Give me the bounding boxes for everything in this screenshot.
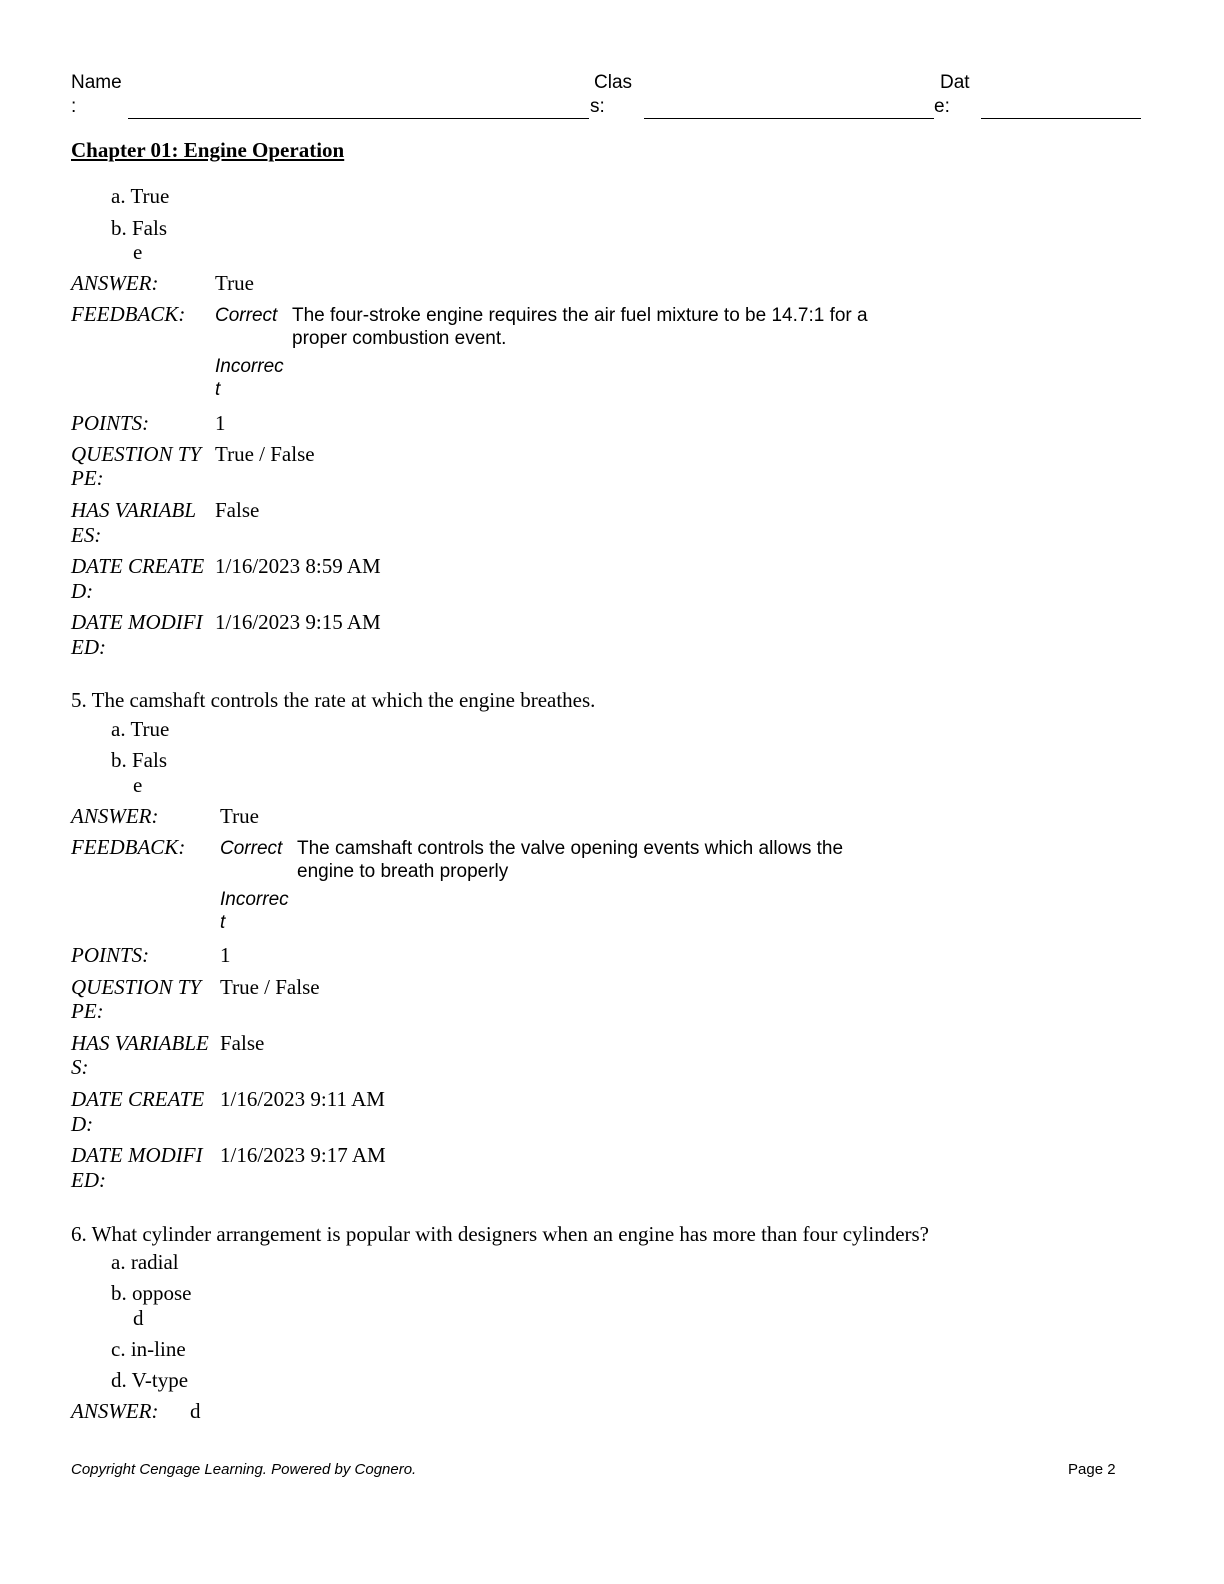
has-variables-label-wrap: S: bbox=[71, 1055, 89, 1079]
chapter-title: Chapter 01: Engine Operation bbox=[71, 138, 345, 162]
has-variables-label-wrap: ES: bbox=[71, 523, 102, 547]
date-modified-label-wrap: ED: bbox=[71, 635, 106, 659]
feedback-correct-label: Correct bbox=[215, 305, 278, 326]
date-label: Dat bbox=[940, 72, 970, 93]
option-b-wrap: e bbox=[133, 773, 143, 797]
option-b-wrap: e bbox=[133, 240, 143, 264]
class-label: Clas bbox=[594, 72, 633, 93]
class-field-line[interactable] bbox=[644, 118, 934, 119]
question-text: 5. The camshaft controls the rate at which the engine breathes. bbox=[71, 688, 596, 712]
option-a[interactable]: a. True bbox=[111, 717, 170, 741]
option-b[interactable]: b. Fals bbox=[111, 216, 168, 240]
date-modified-label-wrap: ED: bbox=[71, 1168, 106, 1192]
question-type-value: True / False bbox=[220, 975, 320, 999]
question-type-label: QUESTION TY bbox=[71, 975, 202, 999]
feedback-label: FEEDBACK: bbox=[71, 835, 186, 859]
date-created-value: 1/16/2023 9:11 AM bbox=[220, 1087, 385, 1111]
has-variables-label: HAS VARIABL bbox=[71, 498, 196, 522]
answer-label: ANSWER: bbox=[71, 804, 159, 828]
date-label-colon: e: bbox=[934, 96, 950, 117]
answer-value: d bbox=[190, 1399, 201, 1423]
answer-label: ANSWER: bbox=[71, 271, 159, 295]
date-modified-value: 1/16/2023 9:15 AM bbox=[215, 610, 381, 634]
date-created-label: DATE CREATE bbox=[71, 1087, 205, 1111]
class-label-colon: s: bbox=[590, 96, 605, 117]
date-created-value: 1/16/2023 8:59 AM bbox=[215, 554, 381, 578]
answer-label: ANSWER: bbox=[71, 1399, 159, 1423]
option-c[interactable]: c. in-line bbox=[111, 1337, 186, 1361]
footer-page-number: Page 2 bbox=[1068, 1461, 1116, 1478]
date-modified-label: DATE MODIFI bbox=[71, 1143, 203, 1167]
option-b[interactable]: b. oppose bbox=[111, 1281, 192, 1305]
name-label: Name bbox=[71, 72, 122, 93]
points-value: 1 bbox=[215, 411, 226, 435]
date-created-label-wrap: D: bbox=[71, 579, 94, 603]
date-created-label: DATE CREATE bbox=[71, 554, 205, 578]
answer-value: True bbox=[215, 271, 254, 295]
option-b-wrap: d bbox=[133, 1306, 144, 1330]
feedback-correct-text: The four-stroke engine requires the air fuel mixture to be 14.7:1 for a bbox=[292, 305, 868, 326]
name-label-colon: : bbox=[71, 96, 77, 117]
feedback-label: FEEDBACK: bbox=[71, 302, 186, 326]
feedback-incorrect-label-wrap: t bbox=[220, 912, 226, 933]
option-b[interactable]: b. Fals bbox=[111, 748, 168, 772]
feedback-incorrect-label: Incorrec bbox=[220, 889, 289, 910]
date-field-line[interactable] bbox=[981, 118, 1141, 119]
option-a[interactable]: a. radial bbox=[111, 1250, 179, 1274]
points-label: POINTS: bbox=[71, 411, 150, 435]
feedback-incorrect-label-wrap: t bbox=[215, 379, 221, 400]
feedback-correct-label: Correct bbox=[220, 838, 283, 859]
name-field-line[interactable] bbox=[128, 118, 589, 119]
footer-copyright: Copyright Cengage Learning. Powered by Cognero. bbox=[71, 1461, 417, 1478]
points-label: POINTS: bbox=[71, 943, 150, 967]
feedback-correct-text: The camshaft controls the valve opening events which allows the bbox=[297, 838, 844, 859]
option-d[interactable]: d. V-type bbox=[111, 1368, 189, 1392]
question-type-label: QUESTION TY bbox=[71, 442, 202, 466]
option-a[interactable]: a. True bbox=[111, 184, 170, 208]
date-created-label-wrap: D: bbox=[71, 1112, 94, 1136]
has-variables-value: False bbox=[215, 498, 260, 522]
question-type-value: True / False bbox=[215, 442, 315, 466]
question-type-label-wrap: PE: bbox=[71, 999, 104, 1023]
question-text: 6. What cylinder arrangement is popular with designers when an engine has more than four cylinders? bbox=[71, 1222, 930, 1246]
points-value: 1 bbox=[220, 943, 231, 967]
date-modified-label: DATE MODIFI bbox=[71, 610, 203, 634]
feedback-correct-text-wrap: proper combustion event. bbox=[292, 328, 507, 349]
answer-value: True bbox=[220, 804, 259, 828]
feedback-correct-text-wrap: engine to breath properly bbox=[297, 861, 509, 882]
has-variables-value: False bbox=[220, 1031, 265, 1055]
has-variables-label: HAS VARIABLE bbox=[71, 1031, 209, 1055]
feedback-incorrect-label: Incorrec bbox=[215, 356, 284, 377]
question-type-label-wrap: PE: bbox=[71, 466, 104, 490]
date-modified-value: 1/16/2023 9:17 AM bbox=[220, 1143, 386, 1167]
